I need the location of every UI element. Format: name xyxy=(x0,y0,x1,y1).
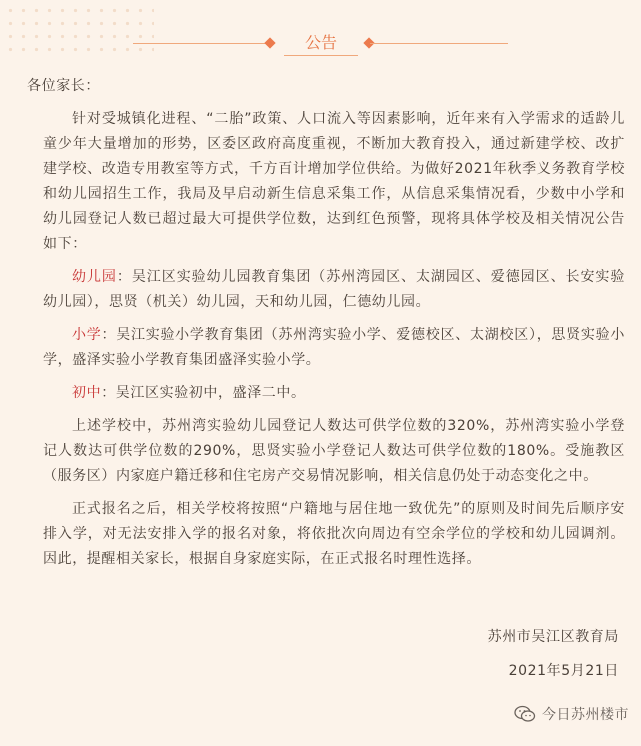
wechat-icon xyxy=(514,705,536,723)
closing-paragraph: 正式报名之后，相关学校将按照“户籍地与居住地一致优先”的原则及时间先后顺序安排入学，对无法安排入学的报名对象，将依批次向周边有空余学位的学校和幼儿园调剂。因此，提醒相关家长，根据自身家庭实际，在正式报名时理性选择。 xyxy=(43,501,625,567)
page-title: 公告 xyxy=(304,33,337,52)
primary-paragraph xyxy=(43,323,625,373)
title-underline xyxy=(284,55,358,56)
salutation: 各位家长： xyxy=(27,78,100,94)
signature: 苏州市吴江区教育局 xyxy=(487,629,619,645)
watermark xyxy=(514,704,629,724)
middle-paragraph xyxy=(43,381,625,406)
header-line-left xyxy=(133,43,271,44)
kindergarten-label: 幼儿园 xyxy=(72,269,117,285)
watermark-text: 今日苏州楼市 xyxy=(542,707,629,723)
diamond-left-icon xyxy=(264,37,275,48)
header-line-right xyxy=(370,43,508,44)
intro-paragraph: 针对受城镇化进程、“二胎”政策、人口流入等因素影响，近年来有入学需求的适龄儿童少年大量增加的形势，区委区政府高度重视，不断加大教育投入，通过新建学校、改扩建学校、改造专用教室等方式，千方百计增加学位供给。为做好2021年秋季义务教育学校和幼儿园招生工作，我局及早启动新生信息采集工作，从信息采集情况看，少数中小学和幼儿园登记人数已超过最大可提供学位数，达到红色预警，现将具体学校及相关情况公告如下： xyxy=(43,111,625,252)
notice-date: 2021年5月21日 xyxy=(508,663,619,679)
middle-label: 初中 xyxy=(72,385,102,401)
notice-body xyxy=(27,74,625,580)
ratio-paragraph: 上述学校中，苏州湾实验幼儿园登记人数达可供学位数的320%，苏州湾实验小学登记人数达可供学位数的290%，思贤实验小学登记人数达可供学位数的180%。受施教区（服务区）内家庭户籍迁移和住宅房产交易情况影响，相关信息仍处于动态变化之中。 xyxy=(43,418,625,484)
middle-text: ：吴江区实验初中，盛泽二中。 xyxy=(101,385,306,401)
primary-label: 小学 xyxy=(72,327,102,343)
notice-header xyxy=(0,30,641,58)
kindergarten-paragraph xyxy=(43,265,625,315)
kindergarten-text: ：吴江区实验幼儿园教育集团（苏州湾园区、太湖园区、爱德园区、长安实验幼儿园），思贤（机关）幼儿园，天和幼儿园，仁德幼儿园。 xyxy=(43,269,625,310)
primary-text: ：吴江实验小学教育集团（苏州湾实验小学、爱德校区、太湖校区），思贤实验小学，盛泽实验小学教育集团盛泽实验小学。 xyxy=(43,327,625,368)
